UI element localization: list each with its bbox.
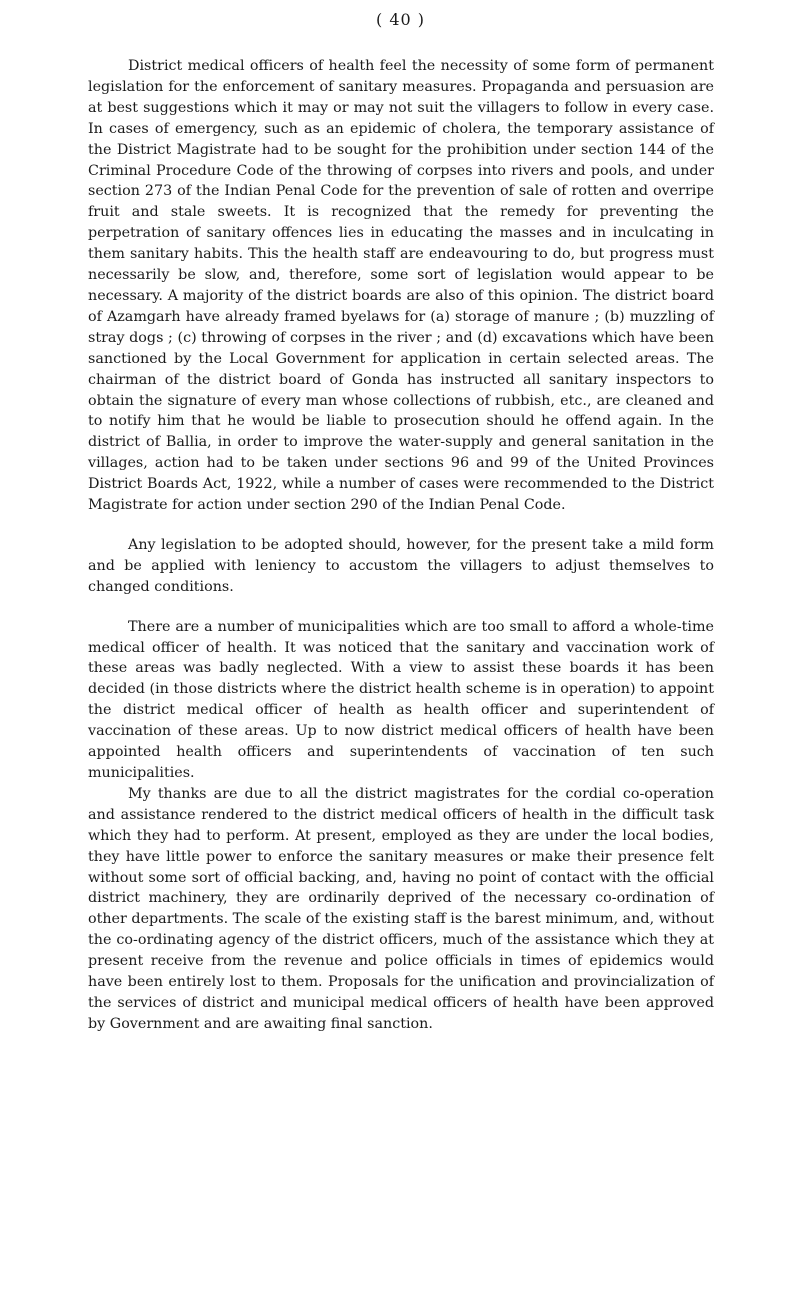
- paragraph-legislation: District medical officers of health feel the necessity of some form of permanent legislation for the enforcement of sanitary measures. Propaganda and persuasion are at best suggestions which it may or may not suit the villagers to follow in every case. In cases of emergency, such as an epidemic of cholera, the temporary assistance of the District Magistrate had to be sought for the prohibition under section 144 of the Criminal Procedure Code of the throwing of corpses into rivers and pools, and under section 273 of the Indian Penal Code for the prevention of sale of rotten and overripe fruit and stale sweets. It is recognized that the remedy for preventing the perpetration of sanitary offences lies in educating the masses and in inculcating in them sanitary habits. This the health staff are endeavouring to do, but progress must necessarily be slow, and, therefore, some sort of legislation would appear to be necessary. A majority of the district boards are also of this opinion. The district board of Azamgarh have already framed byelaws for (a) storage of manure ; (b) muzzling of stray dogs ; (c) throwing of corpses in the river ; and (d) excavations which have been sanctioned by the Local Government for application in certain selected areas. The chairman of the district board of Gonda has instructed all sanitary inspectors to obtain the signature of every man whose collections of rubbish, etc., are cleaned and to notify him that he would be liable to prosecution should he offend again. In the district of Ballia, in order to improve the water-supply and general sanitation in the villages, action had to be taken under sections 96 and 99 of the United Provinces District Boards Act, 1922, while a number of cases were recommended to the District Magistrate for action under section 290 of the Indian Penal Code.: [88, 58, 714, 514]
- paragraph-municipalities: There are a number of municipalities which are too small to afford a whole-time medical officer of health. It was noticed that the sanitary and vaccination work of these areas was badly neglected. With a view to assist these boards it has been decided (in those districts where the district health scheme is in operation) to appoint the district medical officer of health as health officer and superintendent of vaccination of these areas. Up to now district medical officers of health have been appointed health officers and superintendents of vaccination of ten such municipalities.: [88, 618, 714, 781]
- body-text: [88, 56, 714, 1035]
- paragraph-leniency: Any legislation to be adopted should, however, for the present take a mild form and be applied with leniency to accustom the villagers to adjust themselves to changed conditions.: [88, 536, 714, 595]
- page-number: ( 40 ): [375, 10, 425, 29]
- paragraph-thanks: My thanks are due to all the district magistrates for the cordial co-operation and assistance rendered to the district medical officers of health in the difficult task which they had to perform. At present, employed as they are under the local bodies, they have little power to enforce the sanitary measures or make their presence felt without some sort of official backing, and, having no point of contact with the official district machinery, they are ordinarily deprived of the necessary co-ordination of other departments. The scale of the existing staff is the barest minimum, and, without the co-ordinating agency of the district officers, much of the assistance which they at present receive from the revenue and police officials in times of epidemics would have been entirely lost to them. Proposals for the unification and provincialization of the services of district and municipal medical officers of health have been approved by Government and are awaiting final sanction.: [88, 785, 714, 1032]
